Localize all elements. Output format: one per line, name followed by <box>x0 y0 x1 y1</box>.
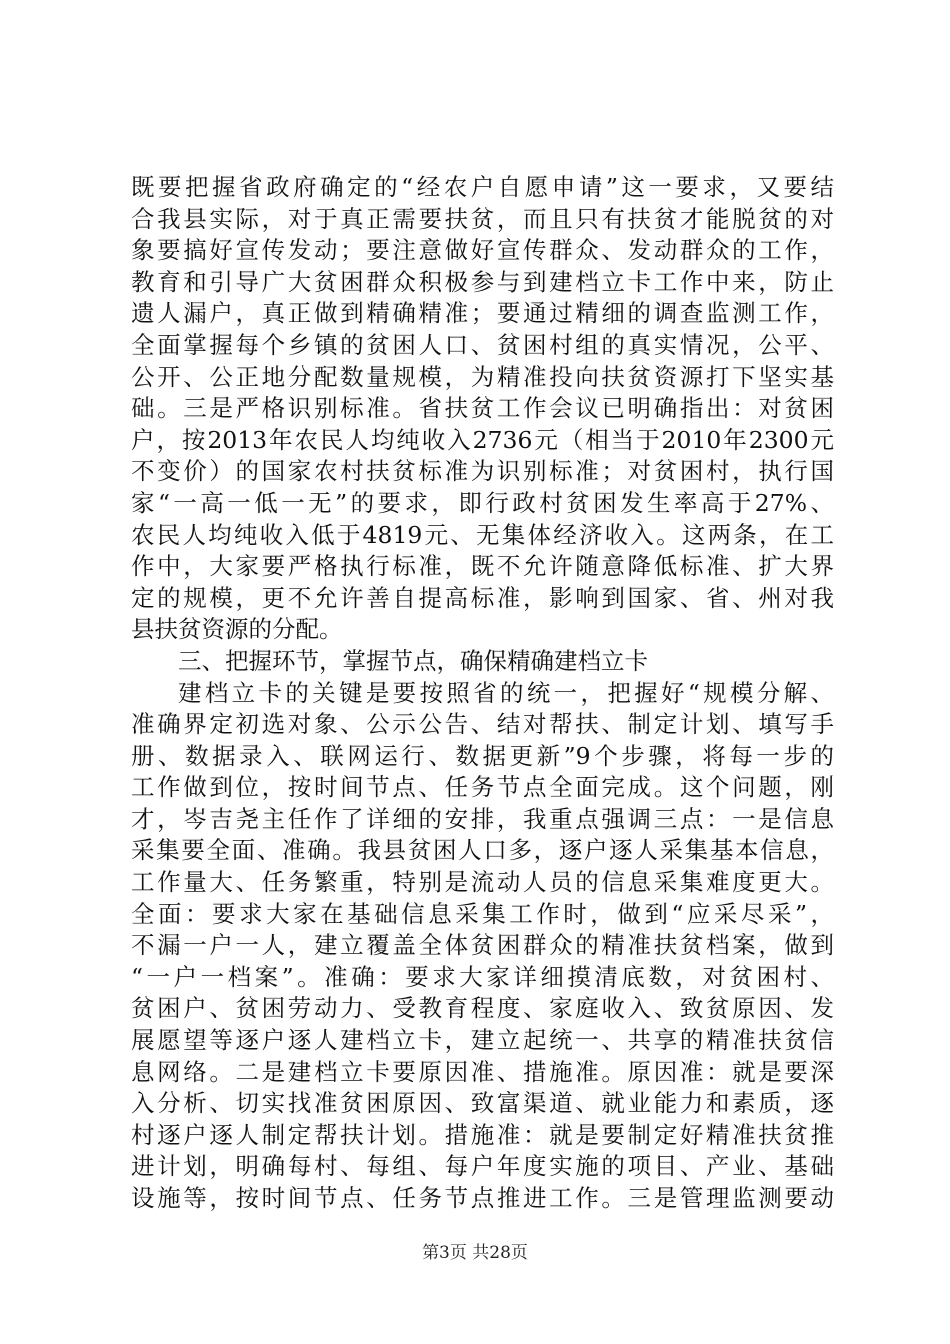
text-line: 建档立卡的关键是要按照省的统一，把握好“规模分解、 <box>178 678 834 707</box>
text-line: 不漏一户一人，建立覆盖全体贫困群众的精准扶贫档案，做到 <box>131 931 834 960</box>
text-line: 准确界定初选对象、公示公告、结对帮扶、制定计划、填写手 <box>131 710 834 739</box>
text-line: 定的规模，更不允许善自提高标准，影响到国家、省、州对我 <box>131 583 834 612</box>
document-body <box>131 172 834 1215</box>
text-line: 册、数据录入、联网运行、数据更新”9个步骤，将每一步的 <box>131 741 834 770</box>
text-line: 展愿望等逐户逐人建档立卡，建立起统一、共享的精准扶贫信 <box>131 1026 834 1055</box>
text-line: 才，岑吉尧主任作了详细的安排，我重点强调三点：一是信息 <box>131 804 834 833</box>
text-line: 家“一高一低一无”的要求，即行政村贫困发生率高于27%、 <box>131 488 834 517</box>
text-line: 工作量大、任务繁重，特别是流动人员的信息采集难度更大。 <box>131 868 834 897</box>
text-line: 础。三是严格识别标准。省扶贫工作会议已明确指出：对贫困 <box>131 394 834 423</box>
text-line: 农民人均纯收入低于4819元、无集体经济收入。这两条，在工 <box>131 520 834 549</box>
text-line: 合我县实际，对于真正需要扶贫，而且只有扶贫才能脱贫的对 <box>131 204 834 233</box>
text-line: 全面掌握每个乡镇的贫困人口、贫困村组的真实情况，公平、 <box>131 330 834 359</box>
text-line: 进计划，明确每村、每组、每户年度实施的项目、产业、基础 <box>131 1152 834 1181</box>
text-line: 息网络。二是建档立卡要原因准、措施准。原因准：就是要深 <box>131 1057 834 1086</box>
text-line: 村逐户逐人制定帮扶计划。措施准：就是要制定好精准扶贫推 <box>131 1120 834 1149</box>
text-line: 不变价）的国家农村扶贫标准为识别标准；对贫困村，执行国 <box>131 457 834 486</box>
text-line: 象要搞好宣传发动；要注意做好宣传群众、发动群众的工作， <box>131 236 834 265</box>
text-line: 既要把握省政府确定的“经农户自愿申请”这一要求，又要结 <box>131 173 834 201</box>
page-number-footer: 第3页 共28页 <box>422 1243 528 1263</box>
text-line: 入分析、切实找准贫困原因、致富渠道、就业能力和素质，逐 <box>131 1089 834 1118</box>
text-line: 贫困户、贫困劳动力、受教育程度、家庭收入、致贫原因、发 <box>131 994 834 1023</box>
text-line: 教育和引导广大贫困群众积极参与到建档立卡工作中来，防止 <box>131 267 834 296</box>
text-line: 遗人漏户，真正做到精确精准；要通过精细的调查监测工作， <box>131 299 834 328</box>
text-line: 县扶贫资源的分配。 <box>131 615 343 644</box>
text-line: 全面：要求大家在基础信息采集工作时，做到“应采尽采”， <box>131 899 834 928</box>
text-line: 工作做到位，按时间节点、任务节点全面完成。这个问题，刚 <box>131 773 834 802</box>
text-line: 公开、公正地分配数量规模，为精准投向扶贫资源打下坚实基 <box>131 362 834 391</box>
text-line: 设施等，按时间节点、任务节点推进工作。三是管理监测要动 <box>131 1184 834 1212</box>
text-line: “一户一档案”。准确：要求大家详细摸清底数，对贫困村、 <box>131 962 834 991</box>
text-line: 户，按2013年农民人均纯收入2736元（相当于2010年2300元 <box>131 425 834 454</box>
text-line: 作中，大家要严格执行标准，既不允许随意降低标准、扩大界 <box>131 552 834 581</box>
text-line: 采集要全面、准确。我县贫困人口多，逐户逐人采集基本信息， <box>131 836 834 865</box>
section-heading: 三、把握环节，掌握节点，确保精确建档立卡 <box>178 646 648 675</box>
